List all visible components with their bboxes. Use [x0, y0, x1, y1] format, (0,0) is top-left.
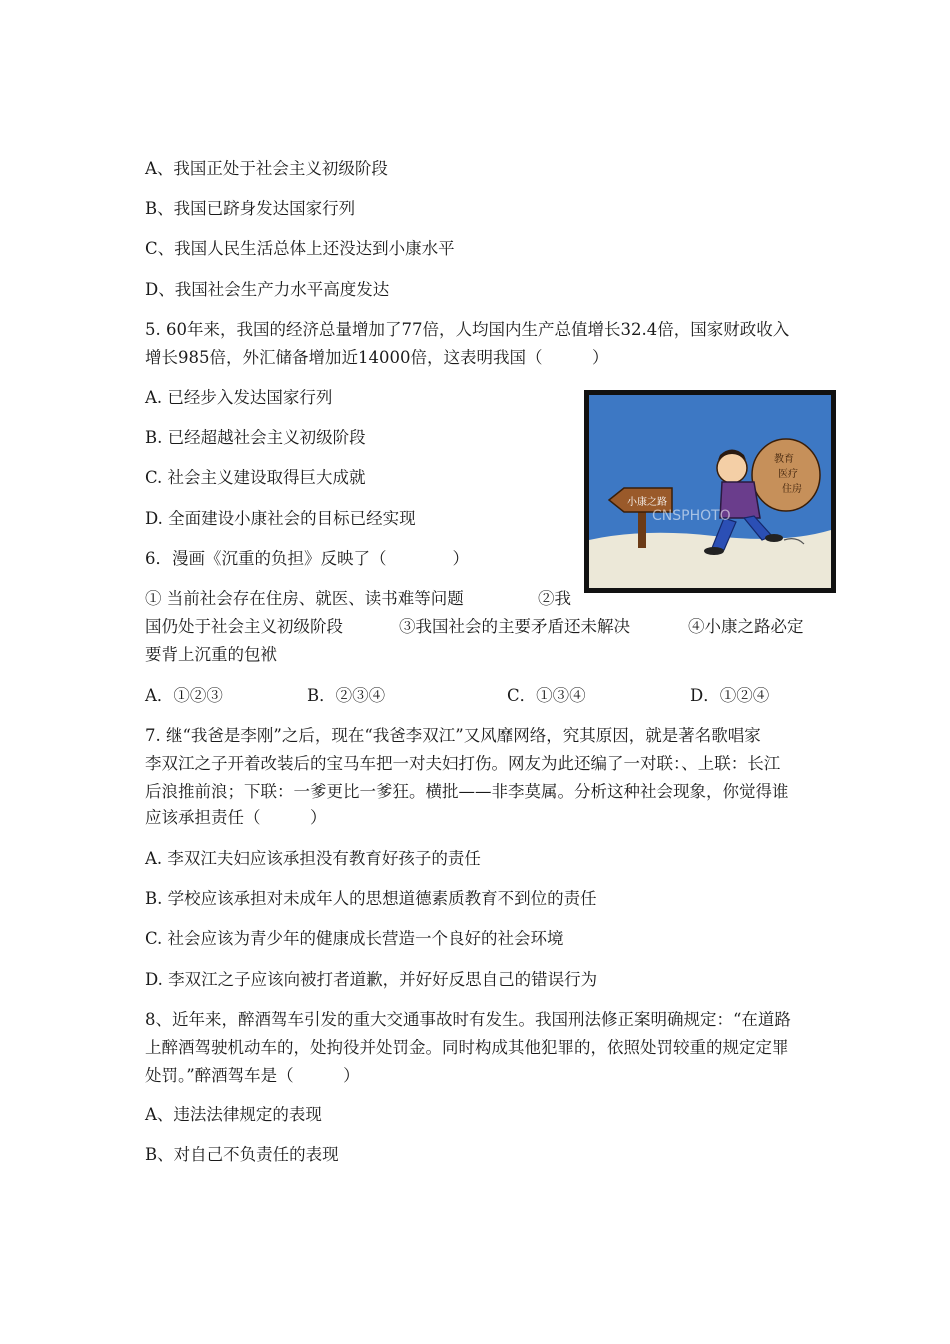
q8-stem-line-2: 上醉酒驾驶机动车的，处拘役并处罚金。同时构成其他犯罪的，依照处罚较重的规定定罪: [145, 1038, 789, 1057]
q6-statement-2-end: 国仍处于社会主义初级阶段: [145, 617, 343, 636]
q7-option-d: D. 李双江之子应该向被打者道歉，并好好反思自己的错误行为: [145, 970, 598, 989]
q6-statement-4-start: ④小康之路必定: [688, 617, 804, 636]
man-shoe-back: [765, 534, 783, 542]
sack-label-education: 教育: [774, 454, 794, 465]
q7-stem-line-3: 后浪推前浪；下联：一爹更比一爹狂。横批——非李莫属。分析这种社会现象，你觉得谁: [145, 782, 789, 801]
q5-stem-line-2: 增长985倍，外汇储备增加近14000倍，这表明我国（ ）: [145, 348, 609, 367]
q8-option-a: A、违法法律规定的表现: [145, 1105, 322, 1124]
q4-option-b: B、我国已跻身发达国家行列: [145, 199, 356, 218]
q7-stem-line-2: 李双江之子开着改装后的宝马车把一对夫妇打伤。网友为此还编了一对联：、上联：长江: [145, 754, 781, 773]
q6-statement-2-start: ②我: [538, 589, 571, 608]
q8-option-b: B、对自己不负责任的表现: [145, 1145, 339, 1164]
q6-statement-4-end: 要背上沉重的包袱: [145, 645, 277, 664]
man-shoe-front: [704, 547, 724, 555]
q6-option-b: B．②③④: [307, 686, 386, 705]
q6-option-a: A．①②③: [145, 686, 223, 705]
q5-option-b: B. 已经超越社会主义初级阶段: [145, 428, 366, 447]
q5-option-d: D. 全面建设小康社会的目标已经实现: [145, 509, 416, 528]
sack-label-medical: 医疗: [778, 469, 798, 480]
q7-option-b: B. 学校应该承担对未成年人的思想道德素质教育不到位的责任: [145, 889, 597, 908]
q7-option-c: C. 社会应该为青少年的健康成长营造一个良好的社会环境: [145, 929, 564, 948]
q4-option-c: C、我国人民生活总体上还没达到小康水平: [145, 239, 455, 258]
q5-stem-line-1: 5. 60年来，我国的经济总量增加了77倍，人均国内生产总值增长32.4倍，国家财政收入: [145, 320, 790, 339]
q5-option-a: A. 已经步入发达国家行列: [145, 388, 333, 407]
q8-stem-line-3: 处罚。”醉酒驾车是（ ）: [145, 1066, 360, 1085]
q6-statement-1: ① 当前社会存在住房、就医、读书难等问题: [145, 589, 464, 608]
q6-stem: 6．漫画《沉重的负担》反映了（ ）: [145, 549, 469, 568]
q7-stem-line-1: 7. 继“我爸是李刚”之后，现在“我爸李双江”又风靡网络，究其原因，就是著名歌唱家: [145, 726, 761, 745]
q7-stem-line-4: 应该承担责任（ ）: [145, 808, 327, 827]
q6-option-d: D．①②④: [690, 686, 770, 705]
q7-option-a: A. 李双江夫妇应该承担没有教育好孩子的责任: [145, 849, 481, 868]
sack-label-housing: 住房: [782, 484, 802, 495]
cartoon-watermark: CNSPHOTO: [652, 508, 731, 524]
q4-option-a: A、我国正处于社会主义初级阶段: [145, 159, 388, 178]
q6-options-row: [145, 682, 810, 710]
cartoon-heavy-burden: [584, 390, 836, 593]
signpost-label: 小康之路: [627, 497, 667, 508]
q6-statement-3: ③我国社会的主要矛盾还未解决: [399, 617, 630, 636]
q5-option-c: C. 社会主义建设取得巨大成就: [145, 468, 366, 487]
man-head: [717, 453, 747, 483]
q6-option-c: C．①③④: [507, 686, 586, 705]
q4-option-d: D、我国社会生产力水平高度发达: [145, 280, 390, 299]
q8-stem-line-1: 8、近年来，醉酒驾车引发的重大交通事故时有发生。我国刑法修正案明确规定：“在道路: [145, 1010, 791, 1029]
